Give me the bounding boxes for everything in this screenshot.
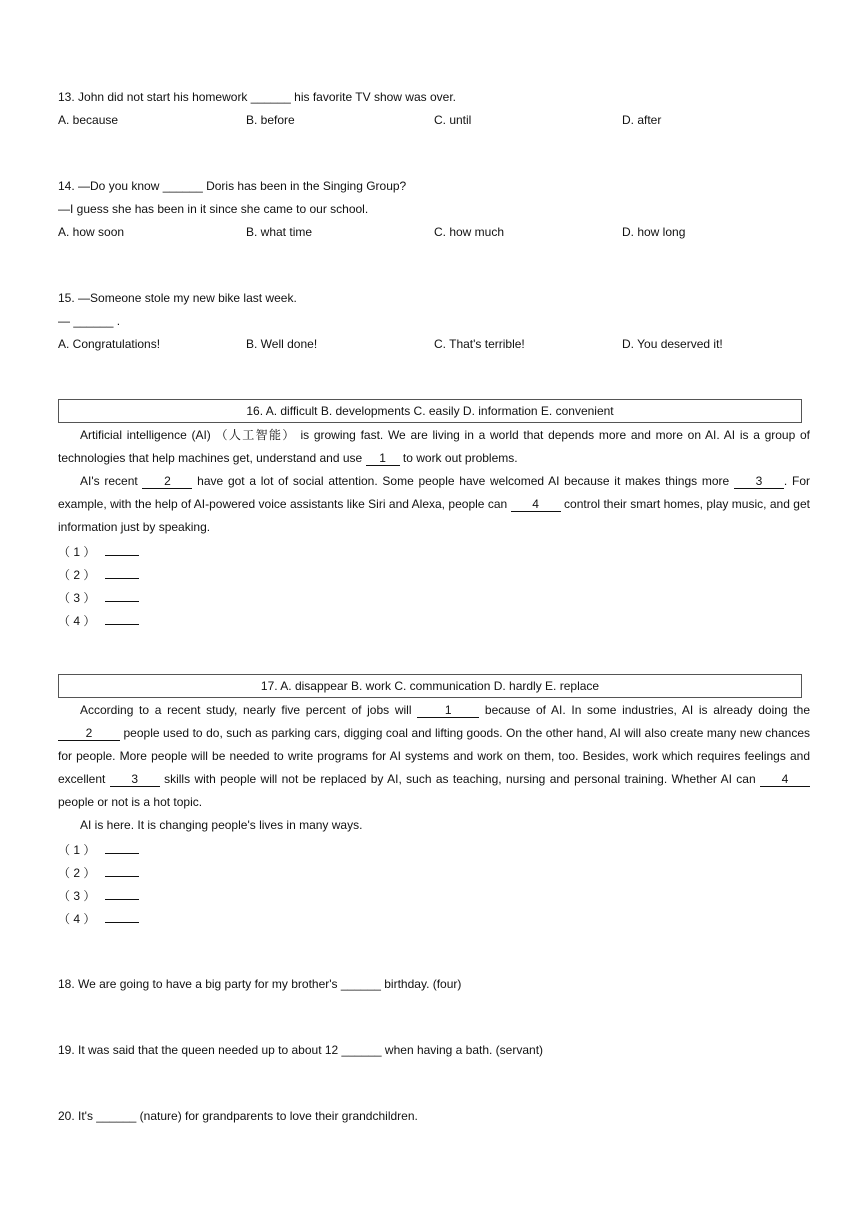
answer-number: （ 3 ） (58, 889, 96, 903)
passage-text: because of AI. In some industries, AI is already doing the (479, 703, 810, 717)
question-14-line-2: —I guess she has been in it since she came to our school. (58, 202, 369, 216)
passage-text: . For example, with the help of AI-powered voice assistants like Siri and Alexa, people can (58, 474, 810, 511)
answer-line-2[interactable] (58, 864, 139, 881)
option-a[interactable]: A. because (58, 113, 119, 127)
option-b[interactable]: B. before (246, 113, 295, 127)
answer-line-4[interactable] (58, 910, 139, 927)
question-16-word-box: 16. A. difficult B. developments C. easily D. information E. convenient (58, 399, 802, 423)
option-b[interactable]: B. Well done! (246, 337, 318, 351)
question-20: 20. It's ______ (nature) for grandparents to love their grandchildren. (58, 1109, 418, 1123)
passage-text: According to a recent study, nearly five percent of jobs will (80, 703, 418, 717)
question-17-passage (58, 699, 810, 814)
question-18: 18. We are going to have a big party for my brother's ______ birthday. (four) (58, 977, 462, 991)
question-15-line-1: 15. —Someone stole my new bike last week. (58, 291, 297, 305)
passage-text: have got a lot of social attention. Some people have welcomed AI because it makes things more (192, 474, 734, 488)
passage-text: skills with people will not be replaced by AI, such as teaching, nursing and personal training. Whether AI can (159, 772, 760, 786)
answer-blank[interactable] (105, 612, 139, 625)
answer-line-1[interactable] (58, 543, 139, 560)
option-d[interactable]: D. how long (622, 225, 686, 239)
question-17-passage-2: AI is here. It is changing people's lives in many ways. (80, 818, 363, 832)
answer-line-3[interactable] (58, 589, 139, 606)
answer-blank[interactable] (105, 864, 139, 877)
blank-3[interactable]: 3 (734, 474, 784, 489)
option-a[interactable]: A. Congratulations! (58, 337, 161, 351)
answer-line-3[interactable] (58, 887, 139, 904)
question-13-stem: 13. John did not start his homework ______ his favorite TV show was over. (58, 90, 456, 104)
blank-3[interactable]: 3 (110, 772, 160, 787)
answer-line-4[interactable] (58, 612, 139, 629)
blank-4[interactable]: 4 (760, 772, 810, 787)
question-16-passage-2 (58, 470, 810, 539)
blank-4[interactable]: 4 (511, 497, 561, 512)
option-d[interactable]: D. You deserved it! (622, 337, 723, 351)
passage-text: control their smart homes, play music, and get information just by speaking. (58, 497, 810, 534)
question-13-options (58, 112, 818, 128)
answer-blank[interactable] (105, 910, 139, 923)
answer-blank[interactable] (105, 566, 139, 579)
option-c[interactable]: C. how much (434, 225, 505, 239)
answer-number: （ 2 ） (58, 866, 96, 880)
option-a[interactable]: A. how soon (58, 225, 125, 239)
option-c[interactable]: C. until (434, 113, 472, 127)
passage-text: people used to do, such as parking cars, digging coal and lifting goods. On the other hand, AI will also create many new chances for people. More people will be needed to write programs for AI systems and work on them, too. Besides, work which requires feelings and excellent (58, 726, 810, 786)
question-19: 19. It was said that the queen needed up to about 12 ______ when having a bath. (servant) (58, 1043, 544, 1057)
question-16-passage (58, 424, 810, 470)
blank-2[interactable]: 2 (142, 474, 192, 489)
option-d[interactable]: D. after (622, 113, 662, 127)
answer-line-1[interactable] (58, 841, 139, 858)
answer-blank[interactable] (105, 589, 139, 602)
question-14-line-1: 14. —Do you know ______ Doris has been in the Singing Group? (58, 179, 407, 193)
blank-2[interactable]: 2 (58, 726, 120, 741)
answer-number: （ 2 ） (58, 568, 96, 582)
passage-text: to work out problems. (399, 451, 518, 465)
question-17-word-box: 17. A. disappear B. work C. communication D. hardly E. replace (58, 674, 802, 698)
answer-blank[interactable] (105, 543, 139, 556)
passage-text: AI's recent (80, 474, 143, 488)
answer-number: （ 1 ） (58, 843, 96, 857)
passage-text: people or not is a hot topic. (58, 795, 203, 809)
answer-number: （ 4 ） (58, 912, 96, 926)
answer-number: （ 3 ） (58, 591, 96, 605)
option-b[interactable]: B. what time (246, 225, 313, 239)
answer-blank[interactable] (105, 841, 139, 854)
answer-line-2[interactable] (58, 566, 139, 583)
blank-1[interactable]: 1 (366, 451, 400, 466)
option-c[interactable]: C. That's terrible! (434, 337, 525, 351)
passage-text: Artificial intelligence (AI) （人工智能） is growing fast. We are living in a world that depends more and more on AI. AI is a group of technologies that help machines get, understand and use (58, 428, 810, 465)
question-15-options (58, 336, 818, 352)
answer-blank[interactable] (105, 887, 139, 900)
question-15-line-2: — ______ . (58, 314, 121, 328)
answer-number: （ 4 ） (58, 614, 96, 628)
answer-number: （ 1 ） (58, 545, 96, 559)
blank-1[interactable]: 1 (417, 703, 479, 718)
question-14-options (58, 224, 818, 240)
